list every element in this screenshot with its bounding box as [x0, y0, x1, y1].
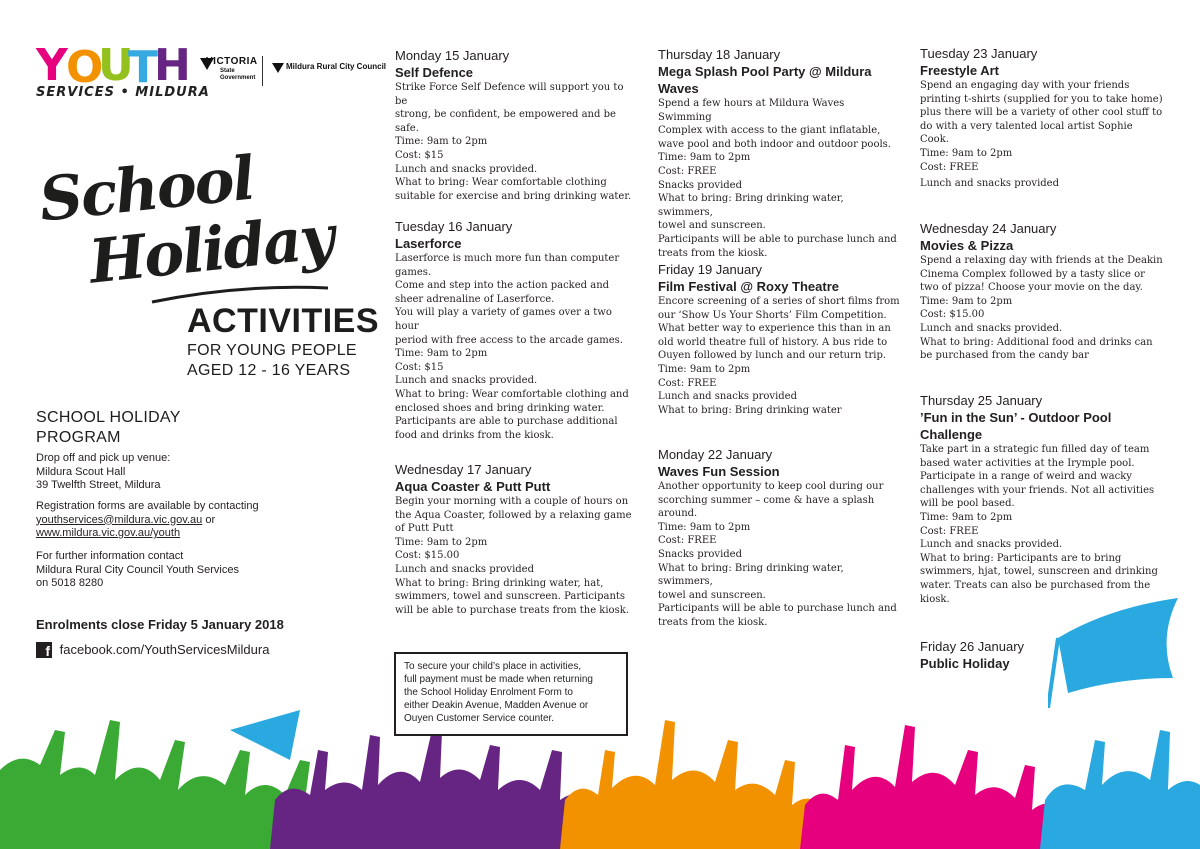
venue-block: [36, 452, 336, 493]
event-line: Spend a few hours at Mildura Waves Swimming: [658, 98, 845, 123]
event-title: Waves: [658, 81, 699, 96]
event-waves-fun: [658, 447, 901, 630]
event-title: Freestyle Art: [920, 63, 999, 78]
notice-line: either Deakin Avenue, Madden Avenue or: [404, 700, 589, 711]
event-line: scorching summer – come & have a splash: [658, 494, 875, 506]
event-line: Lunch and snacks provided.: [395, 163, 538, 175]
enrolments-close: Enrolments close Friday 5 January 2018: [36, 617, 284, 632]
event-title: Self Defence: [395, 65, 474, 80]
event-date: Wednesday 24 January: [920, 221, 1057, 236]
event-body: [395, 81, 638, 203]
event-line: water. Treats can also be purchased from the: [920, 579, 1151, 591]
title-activities: ACTIVITIES: [187, 302, 380, 340]
event-line: challenges with your friends. Not all activities: [920, 484, 1155, 496]
contact-line: For further information contact: [36, 550, 184, 562]
victoria-sub-state: State: [220, 68, 235, 74]
event-line: What better way to experience this than in an: [658, 323, 891, 335]
event-line: old world theatre full of history. A bus ride to: [658, 336, 888, 348]
event-line: What to bring: Bring drinking water: [658, 404, 842, 416]
event-date: Thursday 25 January: [920, 393, 1043, 408]
event-body: [658, 480, 901, 630]
registration-links: [36, 514, 356, 528]
event-line: Time: 9am to 2pm: [395, 348, 488, 360]
facebook-icon: f: [36, 642, 52, 658]
event-line: Spend an engaging day with your friends: [920, 80, 1130, 91]
council-mark-icon: [272, 63, 284, 75]
event-title: Aqua Coaster & Putt Putt: [395, 479, 551, 494]
event-line: What to bring: Wear comfortable clothing: [395, 177, 607, 189]
contact-block: [36, 550, 356, 591]
facebook-row[interactable]: [36, 641, 269, 658]
event-line: Cost: $15.00: [395, 550, 460, 562]
event-title: Public Holiday: [920, 656, 1010, 671]
event-line: What to bring: Bring drinking water, hat,: [395, 577, 604, 589]
event-line: Time: 9am to 2pm: [920, 511, 1013, 523]
event-public-holiday: [920, 639, 1163, 672]
event-body: [658, 295, 901, 417]
event-line: two of pizza! Choose your movie on the day.: [920, 282, 1143, 294]
event-line: Lunch and snacks provided.: [920, 322, 1063, 334]
event-line: be purchased from the candy bar: [920, 350, 1089, 362]
event-body: [658, 97, 901, 260]
event-body: [920, 79, 1163, 191]
event-line: swimmers, towel and sunscreen. Participants: [395, 591, 626, 603]
event-line: Strike Force Self Defence will support you to be: [395, 82, 624, 107]
event-line: Cost: FREE: [920, 161, 979, 173]
event-line: Time: 9am to 2pm: [658, 363, 751, 375]
event-line: Cost: $15.00: [920, 309, 985, 321]
or-text: or: [202, 513, 216, 526]
event-date: Monday 15 January: [395, 48, 510, 63]
event-line: printing t-shirts (supplied for you to take home): [920, 93, 1163, 105]
victoria-name: VICTORIA: [206, 56, 258, 67]
event-line: You will play a variety of games over a two hour: [395, 307, 612, 332]
event-aqua-coaster: [395, 462, 638, 617]
facebook-url[interactable]: facebook.com/YouthServicesMildura: [59, 642, 270, 658]
event-date: Wednesday 17 January: [395, 462, 532, 477]
event-line: our ‘Show Us Your Shorts’ Film Competition.: [658, 309, 887, 321]
title-sub-young-people: FOR YOUNG PEOPLE: [187, 342, 357, 359]
event-line: Participants will be able to purchase lunch and: [658, 603, 897, 615]
event-body: [395, 252, 638, 442]
event-line: the Aqua Coaster, followed by a relaxing game: [395, 509, 632, 521]
event-line: Time: 9am to 2pm: [395, 136, 488, 148]
event-mega-splash: [658, 47, 901, 260]
email-link[interactable]: youthservices@mildura.vic.gov.au: [36, 513, 203, 526]
event-line: do with a very talented local artist Sophie: [920, 120, 1133, 132]
notice-line: the School Holiday Enrolment Form to: [404, 687, 573, 698]
event-line: kiosk.: [920, 593, 950, 605]
event-line: enclosed shoes and bring drinking water.: [395, 402, 605, 414]
logo-letter-o: O: [66, 42, 102, 93]
event-line: strong, be confident, be empowered and be: [395, 109, 616, 121]
event-fun-in-the-sun: [920, 393, 1163, 606]
payment-notice: [394, 652, 628, 736]
event-line: Encore screening of a series of short films from: [658, 296, 900, 307]
venue-line: Mildura Scout Hall: [36, 465, 126, 478]
title-holiday: Holiday: [86, 202, 336, 298]
event-self-defence: [395, 48, 638, 203]
event-line: What to bring: Participants are to bring: [920, 552, 1122, 564]
event-line: Cost: FREE: [658, 377, 717, 389]
victoria-government-logo: [200, 56, 258, 88]
registration-block: [36, 500, 356, 541]
event-date: Friday 26 January: [920, 639, 1025, 654]
council-name: Mildura Rural City Council: [286, 62, 387, 71]
event-movies-pizza: [920, 221, 1163, 363]
event-line: Spend a relaxing day with friends at the Deakin: [920, 255, 1163, 266]
event-line: Lunch and snacks provided: [920, 178, 1059, 190]
logo-divider: [262, 56, 263, 86]
event-line: Cost: $15: [395, 149, 444, 161]
logo-letter-u: U: [98, 40, 132, 91]
event-title: Film Festival @ Roxy Theatre: [658, 279, 840, 294]
event-title: Movies & Pizza: [920, 238, 1014, 253]
event-title: Waves Fun Session: [658, 464, 780, 479]
program-heading-2: PROGRAM: [36, 429, 121, 446]
mildura-council-logo: [272, 62, 387, 78]
event-line: period with free access to the arcade games.: [395, 334, 623, 346]
contact-line: Mildura Rural City Council Youth Services: [36, 563, 239, 576]
event-line: Participants will be able to purchase lunch and: [658, 233, 897, 245]
event-line: towel and sunscreen.: [658, 589, 766, 601]
event-line: Cost: FREE: [658, 535, 717, 547]
title-sub-ages: AGED 12 - 16 YEARS: [187, 362, 351, 379]
event-date: Monday 22 January: [658, 447, 773, 462]
event-body: [920, 443, 1163, 606]
event-line: Lunch and snacks provided: [395, 563, 534, 575]
venue-line: 39 Twelfth Street, Mildura: [36, 479, 161, 492]
event-laserforce: [395, 219, 638, 442]
event-body: [920, 254, 1163, 363]
event-line: Snacks provided: [658, 179, 742, 191]
event-body: [395, 495, 638, 617]
event-line: Begin your morning with a couple of hours on: [395, 496, 629, 507]
event-line: Time: 9am to 2pm: [658, 521, 751, 533]
event-date: Tuesday 16 January: [395, 219, 513, 234]
event-line: What to bring: Bring drinking water, swimmers,: [658, 562, 844, 588]
event-line: suitable for exercise and bring drinking water.: [395, 190, 632, 202]
registration-line: Registration forms are available by contacting: [36, 500, 259, 512]
event-line: Take part in a strategic fun filled day of team: [920, 444, 1150, 455]
notice-line: full payment must be made when returning: [404, 674, 593, 685]
website-row: [36, 527, 356, 541]
venue-line: Drop off and pick up venue:: [36, 452, 171, 464]
event-line: Snacks provided: [658, 548, 742, 560]
event-line: of Putt Putt: [395, 523, 454, 535]
event-line: Time: 9am to 2pm: [395, 536, 488, 548]
website-link[interactable]: www.mildura.vic.gov.au/youth: [36, 527, 181, 540]
event-title: Mega Splash Pool Party @ Mildura: [658, 64, 872, 79]
event-line: around.: [658, 508, 698, 520]
event-line: swimmers, hjat, towel, sunscreen and drinking: [920, 566, 1158, 578]
event-line: treats from the kiosk.: [658, 616, 768, 628]
notice-line: Ouyen Customer Service counter.: [404, 713, 555, 724]
program-heading-1: SCHOOL HOLIDAY: [36, 409, 181, 426]
title-school: School: [36, 143, 257, 236]
event-line: food and drinks from the kiosk.: [395, 429, 554, 441]
contact-line: on 5018 8280: [36, 577, 104, 590]
event-line: based water activities at the Irymple pool.: [920, 457, 1135, 469]
event-line: sheer adrenaline of Laserforce.: [395, 293, 555, 305]
event-line: Participate in a range of weird and wacky: [920, 471, 1132, 483]
logo-letter-y: Y: [36, 40, 66, 91]
event-date: Thursday 18 January: [658, 47, 781, 62]
event-line: Time: 9am to 2pm: [920, 295, 1013, 307]
event-line: Cost: FREE: [658, 165, 717, 177]
youth-services-logo: [36, 40, 210, 102]
event-title: Laserforce: [395, 236, 462, 251]
event-line: treats from the kiosk.: [658, 247, 768, 259]
event-date: Friday 19 January: [658, 262, 763, 277]
event-line: Time: 9am to 2pm: [658, 152, 751, 164]
event-line: Cook.: [920, 134, 949, 146]
event-title: Challenge: [920, 427, 983, 442]
logo-subtitle: SERVICES • MILDURA: [36, 85, 210, 100]
event-line: towel and sunscreen.: [658, 220, 766, 232]
event-line: Cinema Complex followed by a tasty slice or: [920, 268, 1145, 280]
event-line: Lunch and snacks provided: [658, 391, 797, 403]
event-line: Time: 9am to 2pm: [920, 147, 1013, 159]
event-date: Tuesday 23 January: [920, 46, 1038, 61]
logo-letter-h: H: [154, 40, 189, 91]
event-line: Laserforce is much more fun than computer: [395, 253, 620, 264]
event-line: What to bring: Bring drinking water, swimmers,: [658, 193, 844, 218]
event-line: What to bring: Wear comfortable clothing and: [395, 388, 629, 400]
event-line: Cost: $15: [395, 361, 444, 373]
event-freestyle-art: [920, 46, 1163, 191]
event-line: safe.: [395, 122, 419, 134]
event-line: What to bring: Additional food and drinks can: [920, 336, 1153, 348]
event-line: Participants are able to purchase additional: [395, 416, 618, 428]
event-title: ’Fun in the Sun’ - Outdoor Pool: [920, 410, 1112, 425]
event-line: Lunch and snacks provided.: [395, 375, 538, 387]
event-line: Another opportunity to keep cool during our: [658, 481, 884, 492]
event-line: plus there will be a variety of other cool stuff to: [920, 107, 1163, 119]
title-swoosh-icon: [150, 282, 330, 304]
event-line: Ouyen followed by lunch and our return trip.: [658, 350, 887, 362]
event-line: Cost: FREE: [920, 525, 979, 537]
event-line: will be pool based.: [920, 498, 1015, 510]
event-line: Lunch and snacks provided.: [920, 539, 1063, 551]
event-line: games.: [395, 266, 432, 278]
logo-letter-t: T: [128, 42, 157, 93]
event-line: wave pool and both indoor and outdoor pools.: [658, 138, 891, 150]
victoria-sub-government: Government: [220, 75, 256, 81]
event-line: will be able to purchase treats from the kiosk.: [395, 604, 629, 616]
event-line: Complex with access to the giant inflatable,: [658, 125, 881, 137]
event-line: Come and step into the action packed and: [395, 280, 610, 292]
notice-line: To secure your child’s place in activities,: [404, 661, 582, 672]
event-film-festival: [658, 262, 901, 417]
